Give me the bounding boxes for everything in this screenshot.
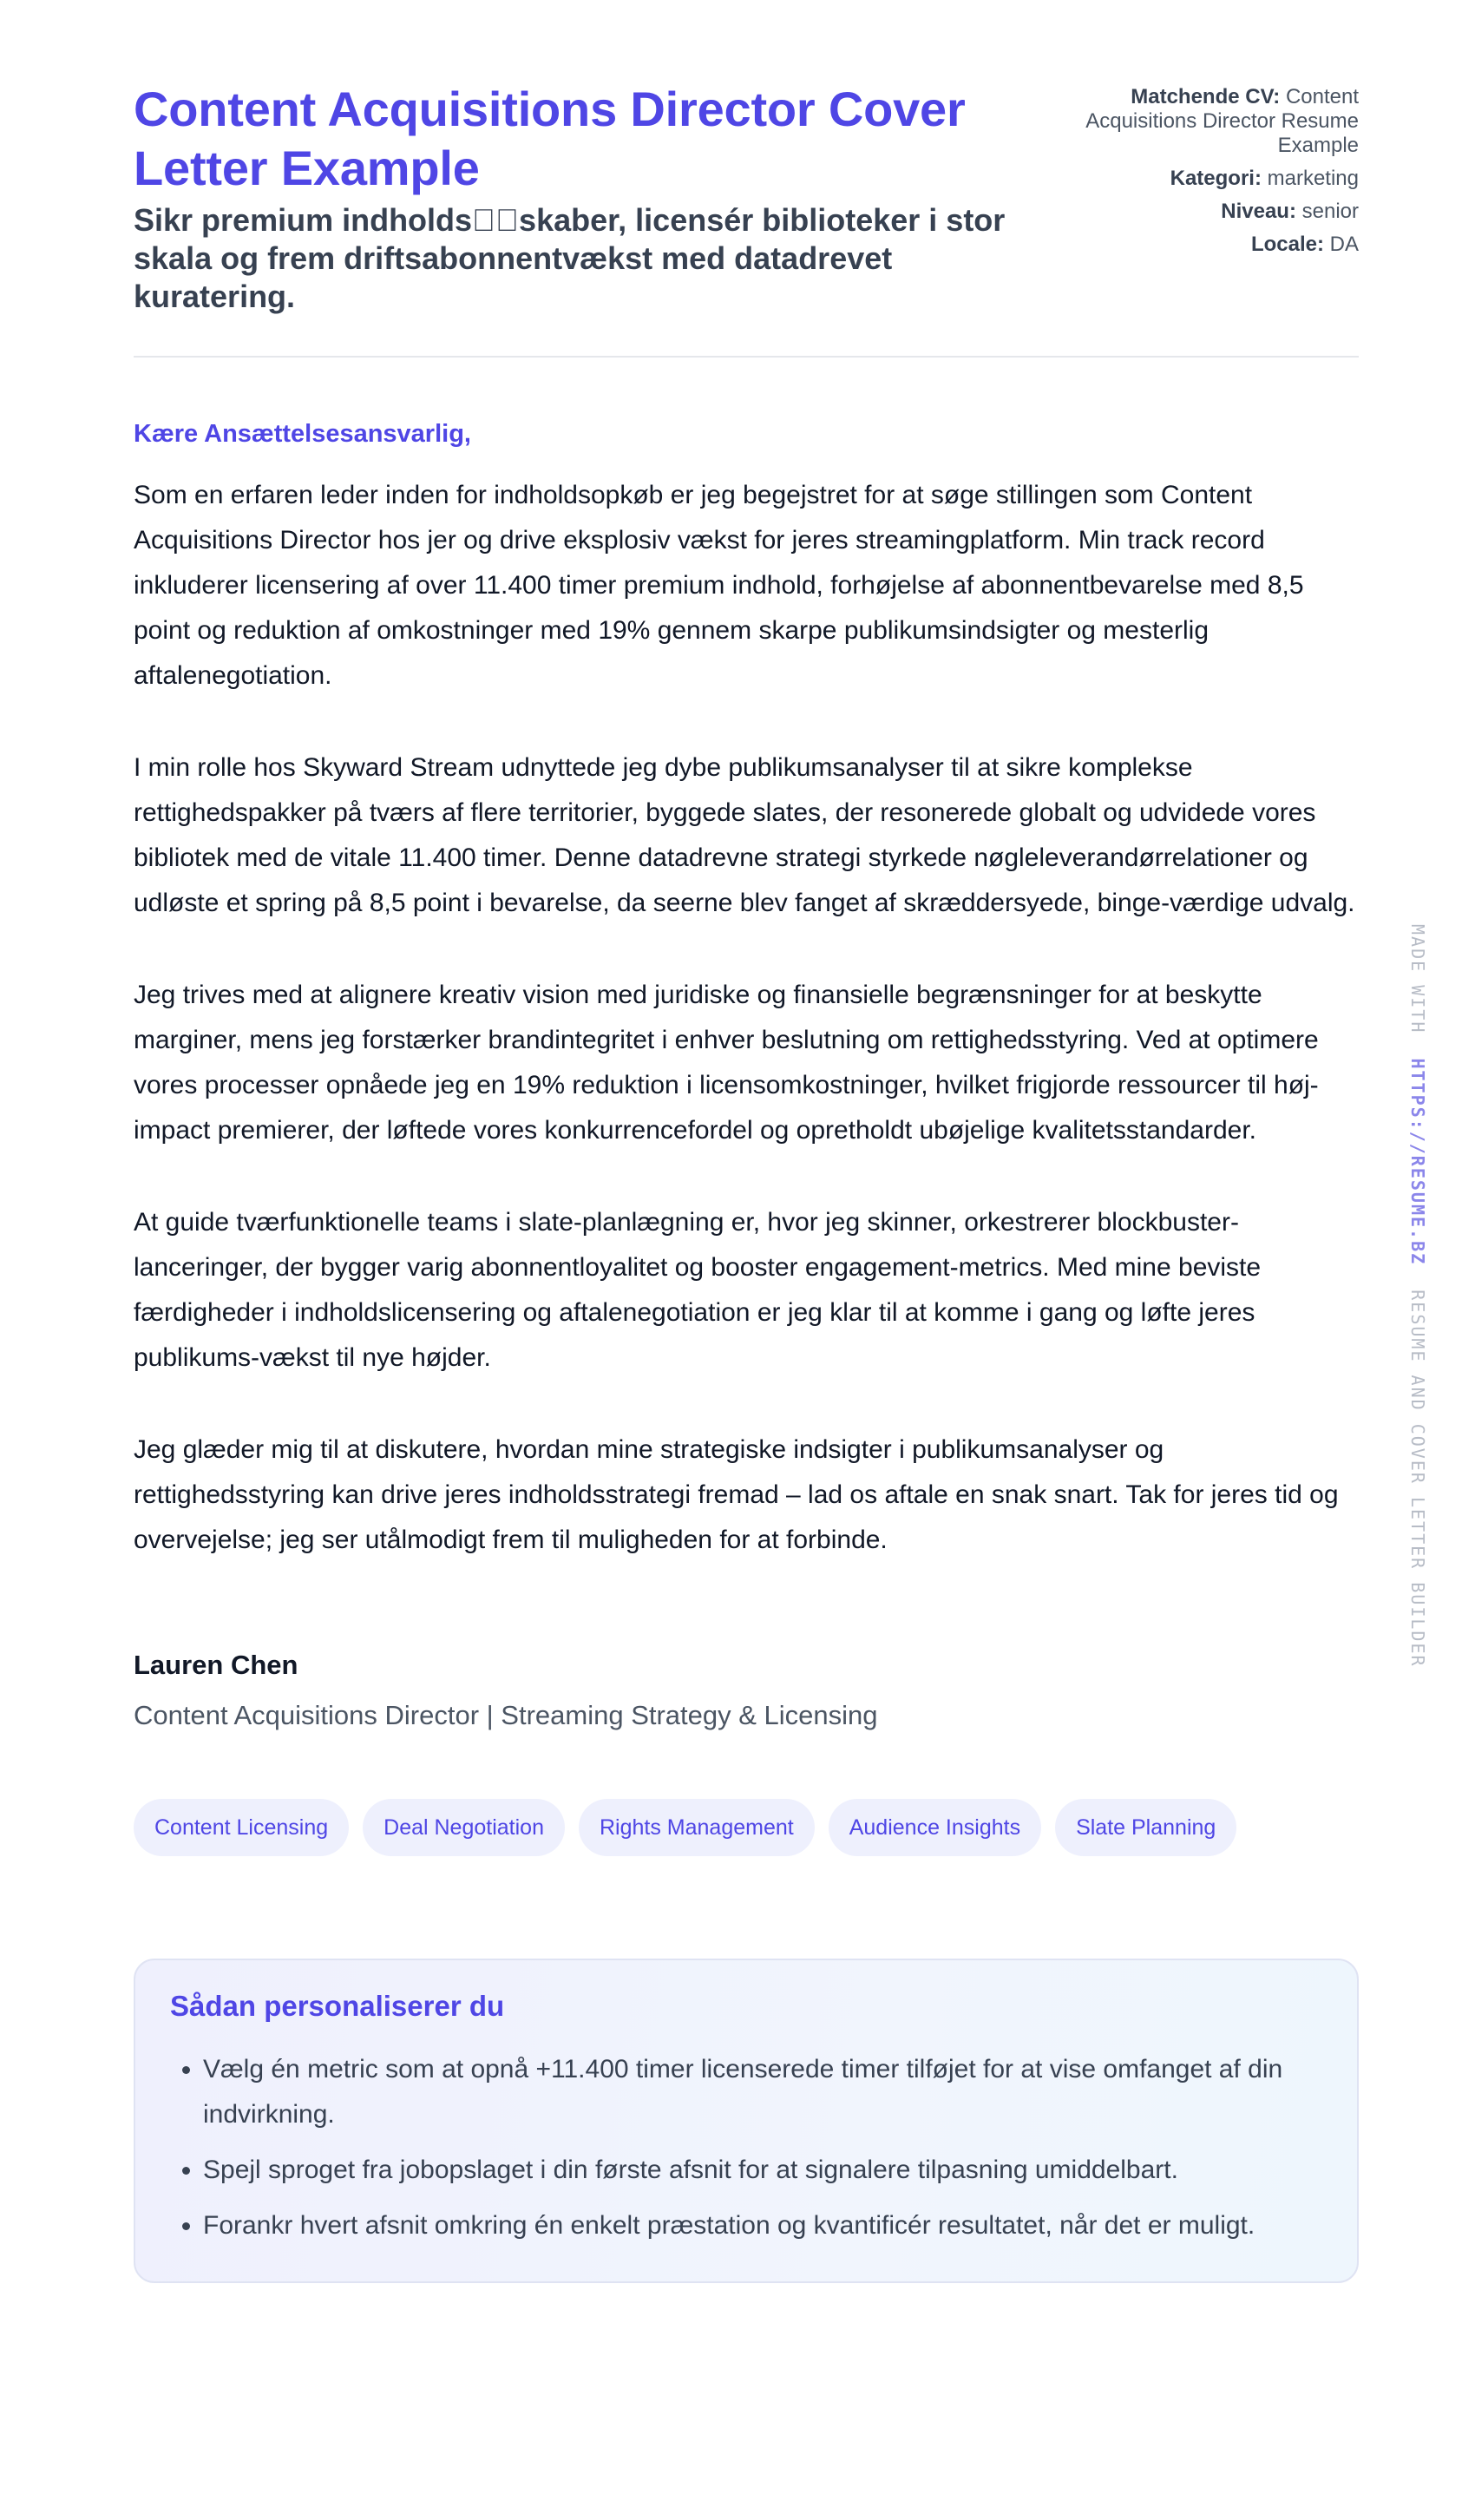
meta-level-value: senior xyxy=(1301,200,1359,223)
tips-title: Sådan personaliserer du xyxy=(170,1990,505,2022)
page-subtitle: Sikr premium indholds  skaber, licensér biblioteker i stor skala og frem driftsabonnentvækst med datadrevet kuratering. xyxy=(134,202,1006,314)
letter-paragraph: Jeg trives med at alignere kreativ vision med juridiske og finansielle begrænsninger for at beskytte marginer, mens jeg forstærker brandintegritet i enhver beslutning om rettighedsstyring. Ved at optimere vores processer opnåede jeg en 19% reduktion i licensomkostninger, hvilket frigjorde ressourcer til høj-impact premierer, der løftede vores konkurrencefordel og opretholdt ubøjelige kvalitetsstandarder. xyxy=(134,981,1319,1145)
meta-matching-cv xyxy=(1046,85,1359,158)
header xyxy=(134,80,1359,316)
meta-locale-label: Locale: xyxy=(1250,233,1324,256)
header-left xyxy=(134,80,1027,316)
personalization-tips-box xyxy=(134,1959,1359,2283)
header-divider xyxy=(134,356,1359,358)
letter-paragraph: Som en erfaren leder inden for indholdsopkøb er jeg begejstret for at søge stillingen som Content Acquisitions Director hos jer og drive eksplosiv vækst for jeres streamingplatform. Min track record inkluderer licensering af over 11.400 timer premium indhold, forhøjelse af abonnentbevarelse med 8,5 point og reduktion af omkostninger med 19% gennem skarpe publikumsindsigter og mesterlig aftalenegotiation. xyxy=(134,481,1304,690)
page-title: Content Acquisitions Director Cover Letter Example xyxy=(134,82,966,195)
letter-body xyxy=(134,473,1359,1563)
skill-tag: Deal Negotiation xyxy=(363,1799,565,1856)
letter-paragraph: I min rolle hos Skyward Stream udnyttede jeg dybe publikumsanalyser til at sikre komplekse rettighedspakker på tværs af flere territorier, byggede slates, der resonerede globalt og udvidede vores bibliotek med de vitale 11.400 timer. Denne datadrevne strategi styrkede nøgleleverandørrelationer og udløste et spring på 8,5 point i bevarelse, da seerne blev fanget af skræddersyede, binge-værdige udvalg. xyxy=(134,753,1355,917)
side-credit-suffix: RESUME AND COVER LETTER BUILDER xyxy=(1407,1290,1428,1668)
meta-category xyxy=(1046,167,1359,191)
signature-title: Content Acquisitions Director | Streaming Strategy & Licensing xyxy=(134,1700,878,1730)
cover-letter-page xyxy=(134,80,1359,2283)
skill-tag: Audience Insights xyxy=(829,1799,1041,1856)
meta-info xyxy=(1046,80,1359,266)
meta-category-value: marketing xyxy=(1267,167,1359,190)
meta-cv-label: Matchende CV: xyxy=(1131,85,1281,108)
meta-level xyxy=(1046,200,1359,224)
meta-category-label: Kategori: xyxy=(1170,167,1262,190)
skill-tag: Slate Planning xyxy=(1055,1799,1236,1856)
side-credit-prefix: MADE WITH xyxy=(1407,924,1428,1034)
tip-item: • Vælg én metric som at opnå +11.400 timer licenserede timer tilføjet for at vise omfanget af din indvirkning. xyxy=(203,2047,1322,2137)
letter-paragraph: At guide tværfunktionelle teams i slate-planlægning er, hvor jeg skinner, orkestrerer blockbuster-lanceringer, der bygger varig abonnentloyalitet og booster engagement-metrics. Med mine beviste færdigheder i indholdslicensering og aftalenegotiation er jeg klar til at komme i gang og løfte jeres publikums-vækst til nye højder. xyxy=(134,1208,1262,1372)
letter-paragraph: Jeg glæder mig til at diskutere, hvordan mine strategiske indsigter i publikumsanalyser og rettighedsstyring kan drive jeres indholdsstrategi fremad – lad os aftale en snak snart. Tak for jeres tid og overvejelse; jeg ser utålmodigt frem til muligheden for at forbinde. xyxy=(134,1435,1339,1554)
tip-item: • Forankr hvert afsnit omkring én enkelt præstation og kvantificér resultatet, når det er muligt. xyxy=(203,2203,1322,2248)
salutation: Kære Ansættelsesansvarlig, xyxy=(134,420,471,448)
tip-item: • Spejl sproget fra jobopslaget i din første afsnit for at signalere tilpasning umiddelbart. xyxy=(203,2148,1322,2193)
side-credit-link[interactable]: HTTPS://RESUME.BZ xyxy=(1407,1058,1428,1266)
meta-locale xyxy=(1046,233,1359,257)
tips-list xyxy=(170,2047,1322,2248)
skill-tag: Content Licensing xyxy=(134,1799,349,1856)
skill-tag: Rights Management xyxy=(579,1799,815,1856)
meta-locale-value: DA xyxy=(1329,233,1359,256)
side-credit xyxy=(1407,924,1428,1668)
skill-tags xyxy=(134,1799,1359,1856)
signature-name: Lauren Chen xyxy=(134,1650,298,1680)
meta-level-label: Niveau: xyxy=(1221,200,1296,223)
meta-cv-value: Content Acquisitions Director Resume Example xyxy=(1085,85,1359,157)
